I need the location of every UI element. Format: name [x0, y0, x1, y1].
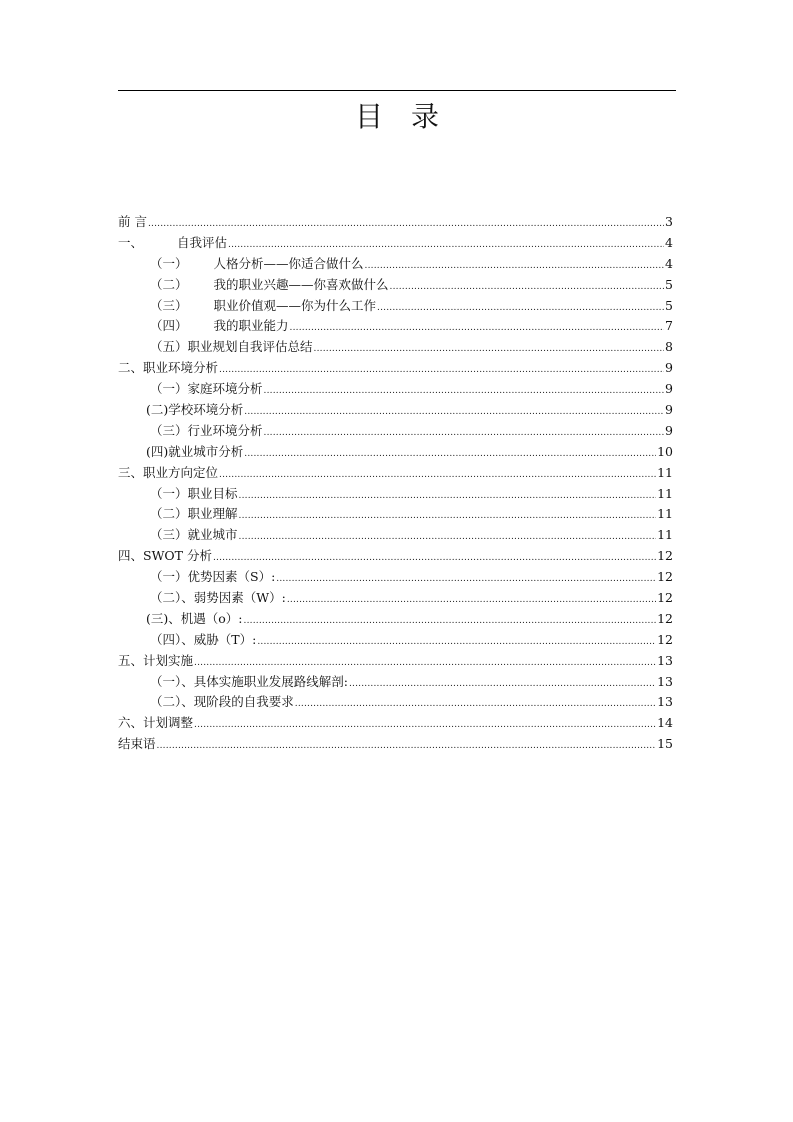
toc-dot-leader	[257, 632, 656, 653]
toc-entry-label	[150, 588, 286, 609]
toc-dot-leader	[244, 444, 656, 465]
toc-entry-title: 具体实施职业发展路线解剖:	[193, 673, 348, 689]
toc-dot-leader	[194, 715, 656, 736]
toc-entry-title: 弱势因素（W）:	[193, 590, 286, 606]
header-rule	[118, 90, 676, 91]
toc-entry-number: （一）	[150, 255, 188, 271]
toc-dot-leader	[287, 590, 656, 611]
title-char-2: 录	[411, 100, 440, 133]
toc-page-number: 4	[665, 234, 673, 250]
toc-page-number: 13	[657, 652, 673, 668]
toc-entry-number: 结束语	[118, 736, 156, 752]
toc-entry-label	[118, 734, 156, 755]
toc-dot-leader	[194, 653, 656, 674]
toc-dot-leader	[157, 736, 657, 757]
toc-entry-number: 六、	[118, 715, 144, 731]
toc-dot-leader	[365, 256, 665, 277]
toc-entry-number: （五）	[150, 339, 188, 355]
toc-page-number: 12	[657, 548, 673, 564]
toc-entry-label	[146, 400, 243, 421]
toc-dot-leader	[244, 402, 664, 423]
toc-entry-label	[118, 212, 147, 233]
toc-entry-title: 人格分析——你适合做什么	[213, 255, 364, 271]
toc-entry-number: (二)	[146, 402, 169, 418]
toc-entry[interactable]	[118, 463, 673, 484]
toc-entry[interactable]	[118, 316, 673, 337]
toc-entry-number: （二）	[150, 276, 188, 292]
toc-dot-leader	[264, 423, 665, 444]
toc-page-number: 4	[665, 255, 673, 271]
toc-entry-title: 学校环境分析	[168, 402, 244, 418]
toc-page-number: 9	[665, 381, 673, 397]
toc-page-number: 7	[665, 318, 673, 334]
toc-entry[interactable]	[118, 692, 673, 713]
toc-entry-label	[150, 316, 289, 337]
toc-entry-title: 机遇（o）:	[180, 610, 243, 626]
toc-entry-title: 职业规划自我评估总结	[187, 339, 313, 355]
toc-entry-number: 四、	[118, 548, 144, 564]
toc-page-number: 9	[665, 422, 673, 438]
toc-entry[interactable]	[118, 484, 673, 505]
toc-entry[interactable]	[118, 233, 673, 254]
toc-page-number: 12	[657, 569, 673, 585]
toc-entry[interactable]	[118, 254, 673, 275]
toc-entry-label	[150, 275, 389, 296]
toc-page-number: 12	[657, 631, 673, 647]
toc-entry-label	[150, 484, 238, 505]
toc-page-number: 11	[657, 506, 673, 522]
toc-entry-number: 前 言	[118, 214, 147, 229]
toc-entry-title: 我的职业兴趣——你喜欢做什么	[213, 276, 389, 292]
toc-entry-title: 我的职业能力	[213, 318, 289, 334]
toc-entry-label	[150, 672, 348, 693]
toc-entry-number: （二）、	[150, 590, 194, 606]
toc-entry-title: 家庭环境分析	[187, 381, 263, 397]
toc-dot-leader	[244, 611, 657, 632]
toc-entry-title: 优势因素（S）:	[187, 569, 276, 585]
toc-entry-label	[150, 254, 364, 275]
toc-entry-label	[118, 651, 193, 672]
toc-entry-number: （一）	[150, 485, 188, 501]
toc-entry-title: 职业价值观——你为什么工作	[213, 297, 377, 313]
toc-dot-leader	[239, 527, 657, 548]
toc-entry-number: （三）	[150, 297, 188, 313]
toc-entry[interactable]	[118, 567, 673, 588]
toc-entry[interactable]	[118, 525, 673, 546]
toc-entry[interactable]	[118, 442, 673, 463]
toc-dot-leader	[377, 298, 664, 319]
toc-page-number: 9	[665, 402, 673, 418]
toc-entry-label	[150, 630, 256, 651]
toc-dot-leader	[228, 235, 664, 256]
toc-page-number: 13	[657, 694, 673, 710]
toc-entry-number: 五、	[118, 652, 144, 668]
toc-dot-leader	[264, 381, 665, 402]
toc-entry[interactable]	[118, 651, 673, 672]
toc-entry[interactable]	[118, 296, 673, 317]
toc-entry-number: （一）、	[150, 673, 194, 689]
toc-page-number: 11	[657, 527, 673, 543]
toc-dot-leader	[213, 548, 656, 569]
toc-entry[interactable]	[118, 630, 673, 651]
toc-entry[interactable]	[118, 358, 673, 379]
title-char-1: 目	[354, 100, 383, 133]
toc-entry-label	[118, 463, 218, 484]
toc-page-number: 12	[657, 590, 673, 606]
toc-entry-number: （二）	[150, 506, 188, 522]
toc-page-number: 5	[665, 297, 673, 313]
toc-dot-leader	[349, 674, 656, 695]
toc-entry[interactable]	[118, 379, 673, 400]
toc-entry-title: 现阶段的自我要求	[193, 694, 294, 710]
toc-dot-leader	[290, 318, 665, 339]
toc-dot-leader	[295, 694, 656, 715]
toc-dot-leader	[314, 339, 665, 360]
toc-entry-label	[150, 504, 238, 525]
toc-entry-number: （四）	[150, 318, 188, 334]
toc-entry-title: 威胁（T）:	[193, 631, 257, 647]
toc-entry-number: （三）	[150, 422, 188, 438]
toc-entry[interactable]	[118, 275, 673, 296]
toc-page-number: 11	[657, 485, 673, 501]
toc-page-number: 15	[657, 736, 673, 752]
toc-entry-title: 就业城市	[187, 527, 238, 543]
toc-entry[interactable]	[118, 672, 673, 693]
toc-page-number: 3	[665, 214, 673, 229]
toc-entry-label	[118, 233, 227, 254]
toc-entry-label	[146, 609, 243, 630]
toc-entry-number: （二）、	[150, 694, 194, 710]
toc-entry-number: 二、	[118, 360, 144, 376]
toc-entry-title: 自我评估	[177, 234, 228, 250]
toc-entry-title: SWOT 分析	[143, 548, 212, 564]
page-title	[118, 97, 676, 137]
toc-dot-leader	[239, 506, 657, 527]
toc-page-number: 5	[665, 276, 673, 292]
toc-entry[interactable]	[118, 734, 673, 755]
toc-entry-number: (三)、	[146, 610, 181, 626]
toc-entry-number: （四）、	[150, 631, 194, 647]
toc-dot-leader	[219, 360, 664, 381]
toc-entry[interactable]	[118, 400, 673, 421]
toc-dot-leader	[219, 465, 656, 486]
toc-page-number: 10	[657, 443, 673, 459]
toc-page-number: 14	[657, 715, 673, 731]
toc-entry-number: （三）	[150, 527, 188, 543]
toc-entry-title: 计划实施	[143, 652, 194, 668]
toc-entry-number: 三、	[118, 464, 144, 480]
toc-entry-title: 行业环境分析	[187, 422, 263, 438]
toc-entry-number: （一）	[150, 381, 188, 397]
toc-entry-title: 职业理解	[187, 506, 238, 522]
toc-entry-label	[118, 713, 193, 734]
toc-entry[interactable]	[118, 504, 673, 525]
toc-entry-label	[150, 379, 263, 400]
toc-entry-label	[150, 692, 294, 713]
toc-dot-leader	[390, 277, 665, 298]
toc-entry-number: （一）	[150, 569, 188, 585]
toc-page-number: 12	[657, 610, 673, 626]
toc-page-number: 9	[665, 360, 673, 376]
table-of-contents	[118, 212, 673, 755]
toc-entry-label	[150, 337, 313, 358]
toc-entry-number: (四)	[146, 443, 169, 459]
toc-entry[interactable]	[118, 713, 673, 734]
toc-entry-label	[118, 546, 212, 567]
toc-entry-title: 职业方向定位	[143, 464, 219, 480]
toc-entry-title: 职业目标	[187, 485, 238, 501]
toc-entry[interactable]	[118, 212, 673, 233]
toc-entry-label	[118, 358, 218, 379]
toc-dot-leader	[276, 569, 656, 590]
toc-entry-title: 就业城市分析	[168, 443, 244, 459]
toc-entry[interactable]	[118, 421, 673, 442]
toc-entry[interactable]	[118, 609, 673, 630]
toc-entry-title: 计划调整	[143, 715, 194, 731]
toc-dot-leader	[239, 486, 657, 507]
toc-entry[interactable]	[118, 337, 673, 358]
toc-entry[interactable]	[118, 546, 673, 567]
toc-dot-leader	[148, 214, 664, 235]
toc-entry-label	[150, 296, 376, 317]
toc-entry[interactable]	[118, 588, 673, 609]
toc-page-number: 11	[657, 464, 673, 480]
toc-page-number: 8	[665, 339, 673, 355]
toc-page-number: 13	[657, 673, 673, 689]
toc-entry-number: 一、	[118, 234, 144, 250]
toc-entry-title: 职业环境分析	[143, 360, 219, 376]
toc-entry-label	[150, 567, 275, 588]
toc-entry-label	[146, 442, 243, 463]
toc-entry-label	[150, 421, 263, 442]
toc-entry-label	[150, 525, 238, 546]
